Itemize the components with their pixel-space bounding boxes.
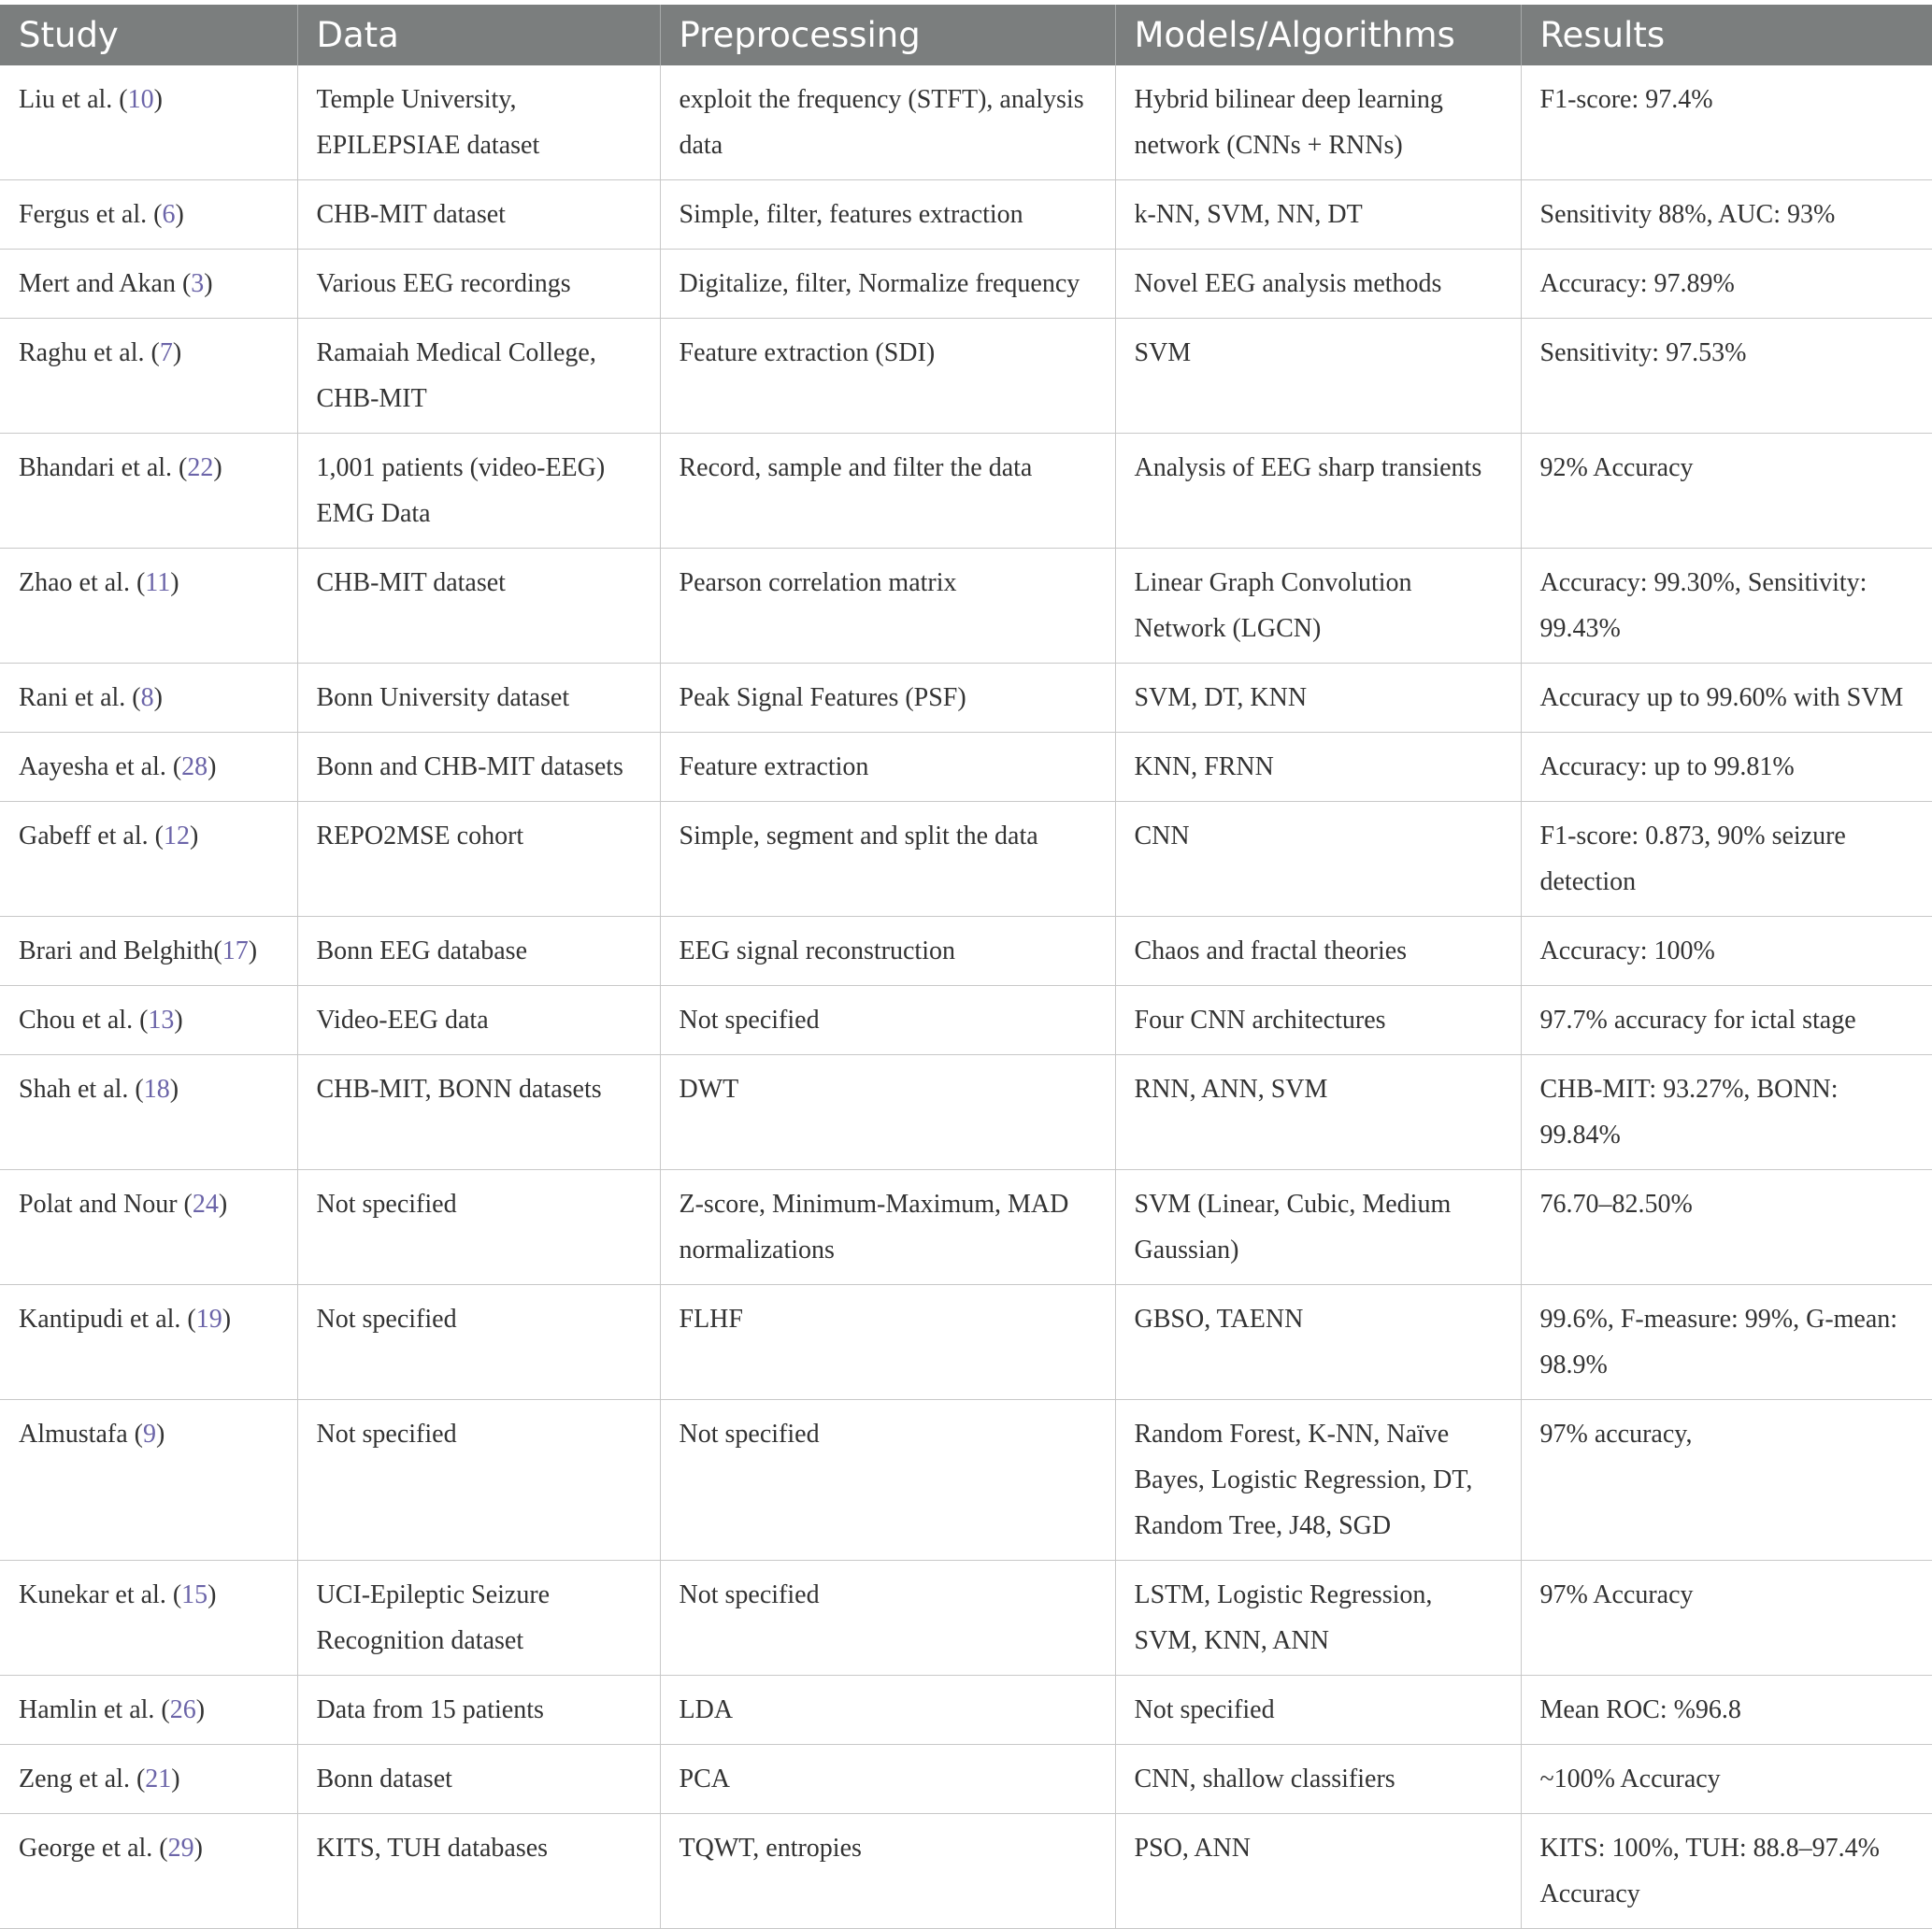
results-cell: Accuracy: 100% bbox=[1521, 917, 1932, 986]
table-row bbox=[0, 917, 1932, 986]
study-close-paren: ) bbox=[218, 1190, 228, 1219]
results-cell: Accuracy: up to 99.81% bbox=[1521, 733, 1932, 802]
study-author: Fergus et al. ( bbox=[19, 200, 163, 229]
preprocessing-cell: Simple, segment and split the data bbox=[660, 802, 1115, 917]
reference-link[interactable]: 11 bbox=[145, 568, 171, 597]
table-row bbox=[0, 1814, 1932, 1929]
preprocessing-cell: DWT bbox=[660, 1055, 1115, 1170]
table-row bbox=[0, 65, 1932, 180]
preprocessing-cell: Not specified bbox=[660, 1561, 1115, 1676]
study-author: Almustafa ( bbox=[19, 1420, 143, 1449]
models-cell: Hybrid bilinear deep learning network (CNNs + RNNs) bbox=[1115, 65, 1521, 180]
study-close-paren: ) bbox=[189, 822, 199, 850]
study-author: Shah et al. ( bbox=[19, 1075, 144, 1104]
table-row bbox=[0, 1676, 1932, 1745]
study-author: Zeng et al. ( bbox=[19, 1765, 146, 1793]
table-row bbox=[0, 434, 1932, 549]
table-row bbox=[0, 802, 1932, 917]
data-cell: Not specified bbox=[297, 1170, 660, 1285]
models-cell: SVM, DT, KNN bbox=[1115, 664, 1521, 733]
table-row bbox=[0, 549, 1932, 664]
preprocessing-cell: EEG signal reconstruction bbox=[660, 917, 1115, 986]
reference-link[interactable]: 15 bbox=[181, 1580, 208, 1609]
study-author: Rani et al. ( bbox=[19, 683, 141, 712]
table-row bbox=[0, 1745, 1932, 1814]
study-close-paren: ) bbox=[153, 683, 163, 712]
table-row bbox=[0, 664, 1932, 733]
preprocessing-cell: Digitalize, filter, Normalize frequency bbox=[660, 250, 1115, 319]
reference-link[interactable]: 9 bbox=[142, 1420, 156, 1449]
study-cell bbox=[0, 1170, 297, 1285]
reference-link[interactable]: 12 bbox=[163, 822, 190, 850]
results-cell: F1-score: 0.873, 90% seizure detection bbox=[1521, 802, 1932, 917]
data-cell: REPO2MSE cohort bbox=[297, 802, 660, 917]
results-cell: Accuracy up to 99.60% with SVM bbox=[1521, 664, 1932, 733]
study-author: Brari and Belghith( bbox=[19, 936, 222, 965]
study-author: Bhandari et al. ( bbox=[19, 453, 188, 482]
models-cell: KNN, FRNN bbox=[1115, 733, 1521, 802]
study-close-paren: ) bbox=[169, 1075, 179, 1104]
reference-link[interactable]: 21 bbox=[145, 1765, 172, 1793]
data-cell: CHB-MIT dataset bbox=[297, 549, 660, 664]
reference-link[interactable]: 3 bbox=[191, 269, 205, 298]
table-row bbox=[0, 1055, 1932, 1170]
reference-link[interactable]: 22 bbox=[187, 453, 214, 482]
results-cell: Accuracy: 99.30%, Sensitivity: 99.43% bbox=[1521, 549, 1932, 664]
study-cell bbox=[0, 986, 297, 1055]
study-cell bbox=[0, 733, 297, 802]
column-header-data: Data bbox=[297, 5, 660, 65]
study-cell bbox=[0, 1814, 297, 1929]
study-cell bbox=[0, 180, 297, 250]
study-cell bbox=[0, 1055, 297, 1170]
preprocessing-cell: Peak Signal Features (PSF) bbox=[660, 664, 1115, 733]
models-cell: SVM bbox=[1115, 319, 1521, 434]
table-row bbox=[0, 986, 1932, 1055]
preprocessing-cell: exploit the frequency (STFT), analysis data bbox=[660, 65, 1115, 180]
study-close-paren: ) bbox=[222, 1305, 232, 1334]
study-author: Chou et al. ( bbox=[19, 1006, 149, 1035]
study-close-paren: ) bbox=[195, 1695, 206, 1724]
data-cell: UCI-Epileptic Seizure Recognition dataset bbox=[297, 1561, 660, 1676]
study-author: Hamlin et al. ( bbox=[19, 1695, 170, 1724]
data-cell: Video-EEG data bbox=[297, 986, 660, 1055]
study-cell bbox=[0, 1561, 297, 1676]
study-cell bbox=[0, 664, 297, 733]
models-cell: SVM (Linear, Cubic, Medium Gaussian) bbox=[1115, 1170, 1521, 1285]
models-cell: CNN, shallow classifiers bbox=[1115, 1745, 1521, 1814]
study-author: Gabeff et al. ( bbox=[19, 822, 164, 850]
table-row bbox=[0, 1170, 1932, 1285]
models-cell: PSO, ANN bbox=[1115, 1814, 1521, 1929]
reference-link[interactable]: 26 bbox=[169, 1695, 196, 1724]
models-cell: Four CNN architectures bbox=[1115, 986, 1521, 1055]
study-cell bbox=[0, 65, 297, 180]
column-header-preprocessing: Preprocessing bbox=[660, 5, 1115, 65]
study-close-paren: ) bbox=[248, 936, 258, 965]
results-cell: Sensitivity 88%, AUC: 93% bbox=[1521, 180, 1932, 250]
study-cell bbox=[0, 1676, 297, 1745]
study-cell bbox=[0, 1285, 297, 1400]
data-cell: Various EEG recordings bbox=[297, 250, 660, 319]
study-author: Mert and Akan ( bbox=[19, 269, 192, 298]
data-cell: Bonn and CHB-MIT datasets bbox=[297, 733, 660, 802]
preprocessing-cell: TQWT, entropies bbox=[660, 1814, 1115, 1929]
study-close-paren: ) bbox=[175, 200, 184, 229]
preprocessing-cell: Not specified bbox=[660, 1400, 1115, 1561]
study-close-paren: ) bbox=[171, 1765, 180, 1793]
column-header-study: Study bbox=[0, 5, 297, 65]
study-close-paren: ) bbox=[153, 85, 163, 114]
results-cell: Sensitivity: 97.53% bbox=[1521, 319, 1932, 434]
table-row bbox=[0, 250, 1932, 319]
preprocessing-cell: FLHF bbox=[660, 1285, 1115, 1400]
table-row bbox=[0, 319, 1932, 434]
models-cell: LSTM, Logistic Regression, SVM, KNN, ANN bbox=[1115, 1561, 1521, 1676]
data-cell: Temple University, EPILEPSIAE dataset bbox=[297, 65, 660, 180]
preprocessing-cell: Z-score, Minimum-Maximum, MAD normalizations bbox=[660, 1170, 1115, 1285]
table-row bbox=[0, 1400, 1932, 1561]
models-cell: Not specified bbox=[1115, 1676, 1521, 1745]
results-cell: 97.7% accuracy for ictal stage bbox=[1521, 986, 1932, 1055]
study-author: Kantipudi et al. ( bbox=[19, 1305, 196, 1334]
models-cell: CNN bbox=[1115, 802, 1521, 917]
study-author: Polat and Nour ( bbox=[19, 1190, 193, 1219]
data-cell: Ramaiah Medical College, CHB-MIT bbox=[297, 319, 660, 434]
data-cell: CHB-MIT dataset bbox=[297, 180, 660, 250]
preprocessing-cell: Feature extraction (SDI) bbox=[660, 319, 1115, 434]
data-cell: Bonn dataset bbox=[297, 1745, 660, 1814]
study-close-paren: ) bbox=[172, 338, 182, 367]
preprocessing-cell: Simple, filter, features extraction bbox=[660, 180, 1115, 250]
results-cell: F1-score: 97.4% bbox=[1521, 65, 1932, 180]
reference-link[interactable]: 13 bbox=[148, 1006, 175, 1035]
table-body bbox=[0, 65, 1932, 1929]
results-cell: 92% Accuracy bbox=[1521, 434, 1932, 549]
studies-table bbox=[0, 5, 1932, 1929]
models-cell: Random Forest, K-NN, Naïve Bayes, Logistic Regression, DT, Random Tree, J48, SGD bbox=[1115, 1400, 1521, 1561]
data-cell: 1,001 patients (video-EEG) EMG Data bbox=[297, 434, 660, 549]
reference-link[interactable]: 10 bbox=[127, 85, 154, 114]
study-close-paren: ) bbox=[193, 1834, 203, 1863]
models-cell: Novel EEG analysis methods bbox=[1115, 250, 1521, 319]
preprocessing-cell: LDA bbox=[660, 1676, 1115, 1745]
study-cell bbox=[0, 1745, 297, 1814]
results-cell: 76.70–82.50% bbox=[1521, 1170, 1932, 1285]
results-cell: 97% Accuracy bbox=[1521, 1561, 1932, 1676]
reference-link[interactable]: 17 bbox=[222, 936, 249, 965]
models-cell: Linear Graph Convolution Network (LGCN) bbox=[1115, 549, 1521, 664]
data-cell: Data from 15 patients bbox=[297, 1676, 660, 1745]
models-cell: Chaos and fractal theories bbox=[1115, 917, 1521, 986]
table-row bbox=[0, 1285, 1932, 1400]
study-author: George et al. ( bbox=[19, 1834, 168, 1863]
study-author: Zhao et al. ( bbox=[19, 568, 146, 597]
results-cell: Mean ROC: %96.8 bbox=[1521, 1676, 1932, 1745]
table-row bbox=[0, 1561, 1932, 1676]
column-header-models: Models/Algorithms bbox=[1115, 5, 1521, 65]
reference-link[interactable]: 19 bbox=[195, 1305, 222, 1334]
study-close-paren: ) bbox=[204, 269, 213, 298]
study-author: Raghu et al. ( bbox=[19, 338, 160, 367]
table-row bbox=[0, 733, 1932, 802]
results-cell: KITS: 100%, TUH: 88.8–97.4% Accuracy bbox=[1521, 1814, 1932, 1929]
data-cell: CHB-MIT, BONN datasets bbox=[297, 1055, 660, 1170]
data-cell: Not specified bbox=[297, 1400, 660, 1561]
study-close-paren: ) bbox=[208, 1580, 217, 1609]
header-row bbox=[0, 5, 1932, 65]
study-cell bbox=[0, 917, 297, 986]
study-cell bbox=[0, 549, 297, 664]
reference-link[interactable]: 8 bbox=[140, 683, 154, 712]
study-close-paren: ) bbox=[170, 568, 179, 597]
column-header-results: Results bbox=[1521, 5, 1932, 65]
reference-link[interactable]: 7 bbox=[159, 338, 173, 367]
preprocessing-cell: Record, sample and filter the data bbox=[660, 434, 1115, 549]
models-cell: Analysis of EEG sharp transients bbox=[1115, 434, 1521, 549]
results-cell: ~100% Accuracy bbox=[1521, 1745, 1932, 1814]
results-cell: 99.6%, F-measure: 99%, G-mean: 98.9% bbox=[1521, 1285, 1932, 1400]
results-cell: Accuracy: 97.89% bbox=[1521, 250, 1932, 319]
preprocessing-cell: Pearson correlation matrix bbox=[660, 549, 1115, 664]
reference-link[interactable]: 18 bbox=[143, 1075, 170, 1104]
study-close-paren: ) bbox=[155, 1420, 165, 1449]
study-cell bbox=[0, 802, 297, 917]
study-cell bbox=[0, 319, 297, 434]
reference-link[interactable]: 29 bbox=[167, 1834, 194, 1863]
study-close-paren: ) bbox=[174, 1006, 183, 1035]
reference-link[interactable]: 6 bbox=[162, 200, 176, 229]
preprocessing-cell: Feature extraction bbox=[660, 733, 1115, 802]
preprocessing-cell: PCA bbox=[660, 1745, 1115, 1814]
reference-link[interactable]: 28 bbox=[181, 752, 208, 781]
study-cell bbox=[0, 250, 297, 319]
study-author: Kunekar et al. ( bbox=[19, 1580, 182, 1609]
models-cell: RNN, ANN, SVM bbox=[1115, 1055, 1521, 1170]
study-author: Aayesha et al. ( bbox=[19, 752, 182, 781]
study-cell bbox=[0, 1400, 297, 1561]
data-cell: Bonn University dataset bbox=[297, 664, 660, 733]
study-close-paren: ) bbox=[213, 453, 222, 482]
models-cell: k-NN, SVM, NN, DT bbox=[1115, 180, 1521, 250]
reference-link[interactable]: 24 bbox=[192, 1190, 219, 1219]
table-row bbox=[0, 180, 1932, 250]
data-cell: Bonn EEG database bbox=[297, 917, 660, 986]
data-cell: Not specified bbox=[297, 1285, 660, 1400]
study-cell bbox=[0, 434, 297, 549]
data-cell: KITS, TUH databases bbox=[297, 1814, 660, 1929]
study-close-paren: ) bbox=[208, 752, 217, 781]
preprocessing-cell: Not specified bbox=[660, 986, 1115, 1055]
study-author: Liu et al. ( bbox=[19, 85, 128, 114]
results-cell: CHB-MIT: 93.27%, BONN: 99.84% bbox=[1521, 1055, 1932, 1170]
results-cell: 97% accuracy, bbox=[1521, 1400, 1932, 1561]
models-cell: GBSO, TAENN bbox=[1115, 1285, 1521, 1400]
